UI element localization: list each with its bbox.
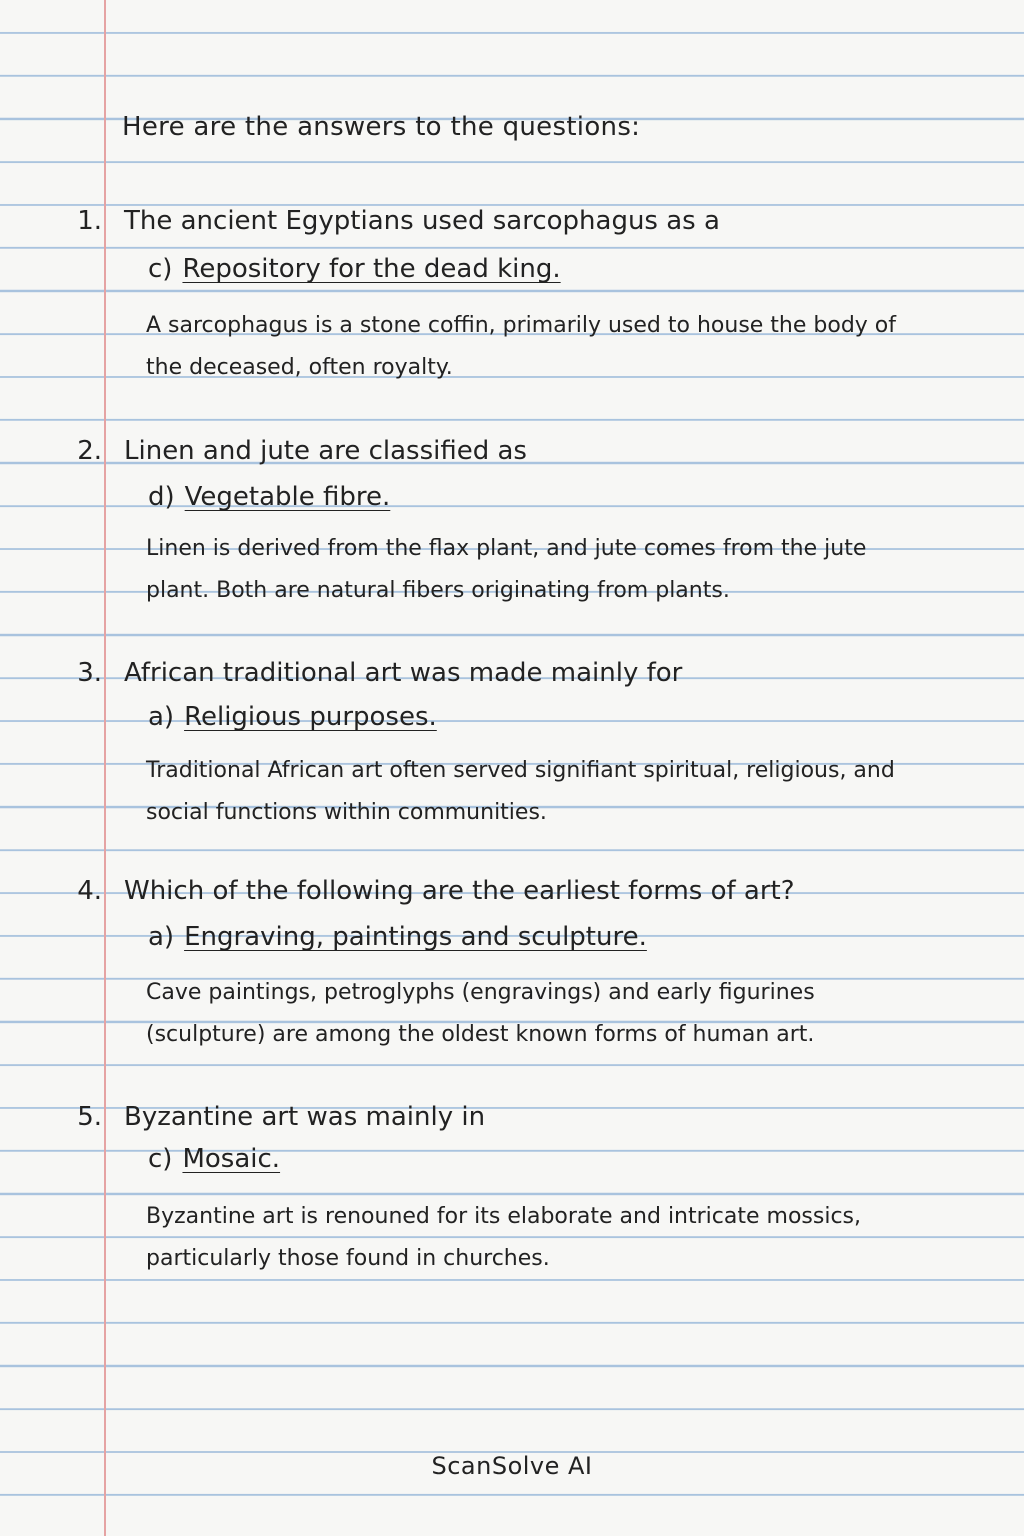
explanation-text: Linen is derived from the flax plant, and jute comes from the jute plant. Both are natural fibers originating from plants. — [146, 536, 867, 603]
question-text: Byzantine art was mainly in — [124, 1102, 486, 1132]
question-number: 2. — [77, 436, 102, 466]
answer-letter: a) — [148, 922, 175, 952]
question-text: African traditional art was made mainly for — [124, 658, 683, 688]
answer-line — [148, 922, 647, 952]
answer-line — [148, 1144, 280, 1174]
answer-letter: c) — [148, 1144, 173, 1174]
intro-text: Here are the answers to the questions: — [122, 112, 641, 142]
answer-text: Religious purposes. — [184, 702, 437, 732]
explanation-text: A sarcophagus is a stone coffin, primarily used to house the body of the deceased, often royalty. — [146, 313, 897, 380]
margin-line — [104, 0, 106, 1536]
question-number: 1. — [77, 206, 102, 236]
answer-letter: c) — [148, 254, 173, 284]
question-text: The ancient Egyptians used sarcophagus as a — [124, 206, 720, 236]
answer-line — [148, 702, 437, 732]
answer-text: Repository for the dead king. — [182, 254, 561, 284]
question-text: Which of the following are the earliest forms of art? — [124, 876, 795, 906]
footer-brand: ScanSolve AI — [431, 1452, 593, 1480]
answer-text: Mosaic. — [182, 1144, 281, 1174]
question-number: 3. — [77, 658, 102, 688]
answer-letter: a) — [148, 702, 175, 732]
explanation-text: Byzantine art is renouned for its elaborate and intricate mossics, particularly those found in churches. — [146, 1204, 861, 1271]
answer-line — [148, 482, 390, 512]
question-number: 5. — [77, 1102, 102, 1132]
answer-line — [148, 254, 561, 284]
question-text: Linen and jute are classified as — [124, 436, 527, 466]
answer-text: Engraving, paintings and sculpture. — [184, 922, 647, 952]
answer-letter: d) — [148, 482, 175, 512]
explanation-text: Traditional African art often served signifiant spiritual, religious, and social functions within communities. — [146, 758, 895, 825]
explanation-text: Cave paintings, petroglyphs (engravings) and early figurines (sculpture) are among the oldest known forms of human art. — [146, 980, 815, 1047]
question-number: 4. — [77, 876, 102, 906]
answer-text: Vegetable fibre. — [184, 482, 391, 512]
